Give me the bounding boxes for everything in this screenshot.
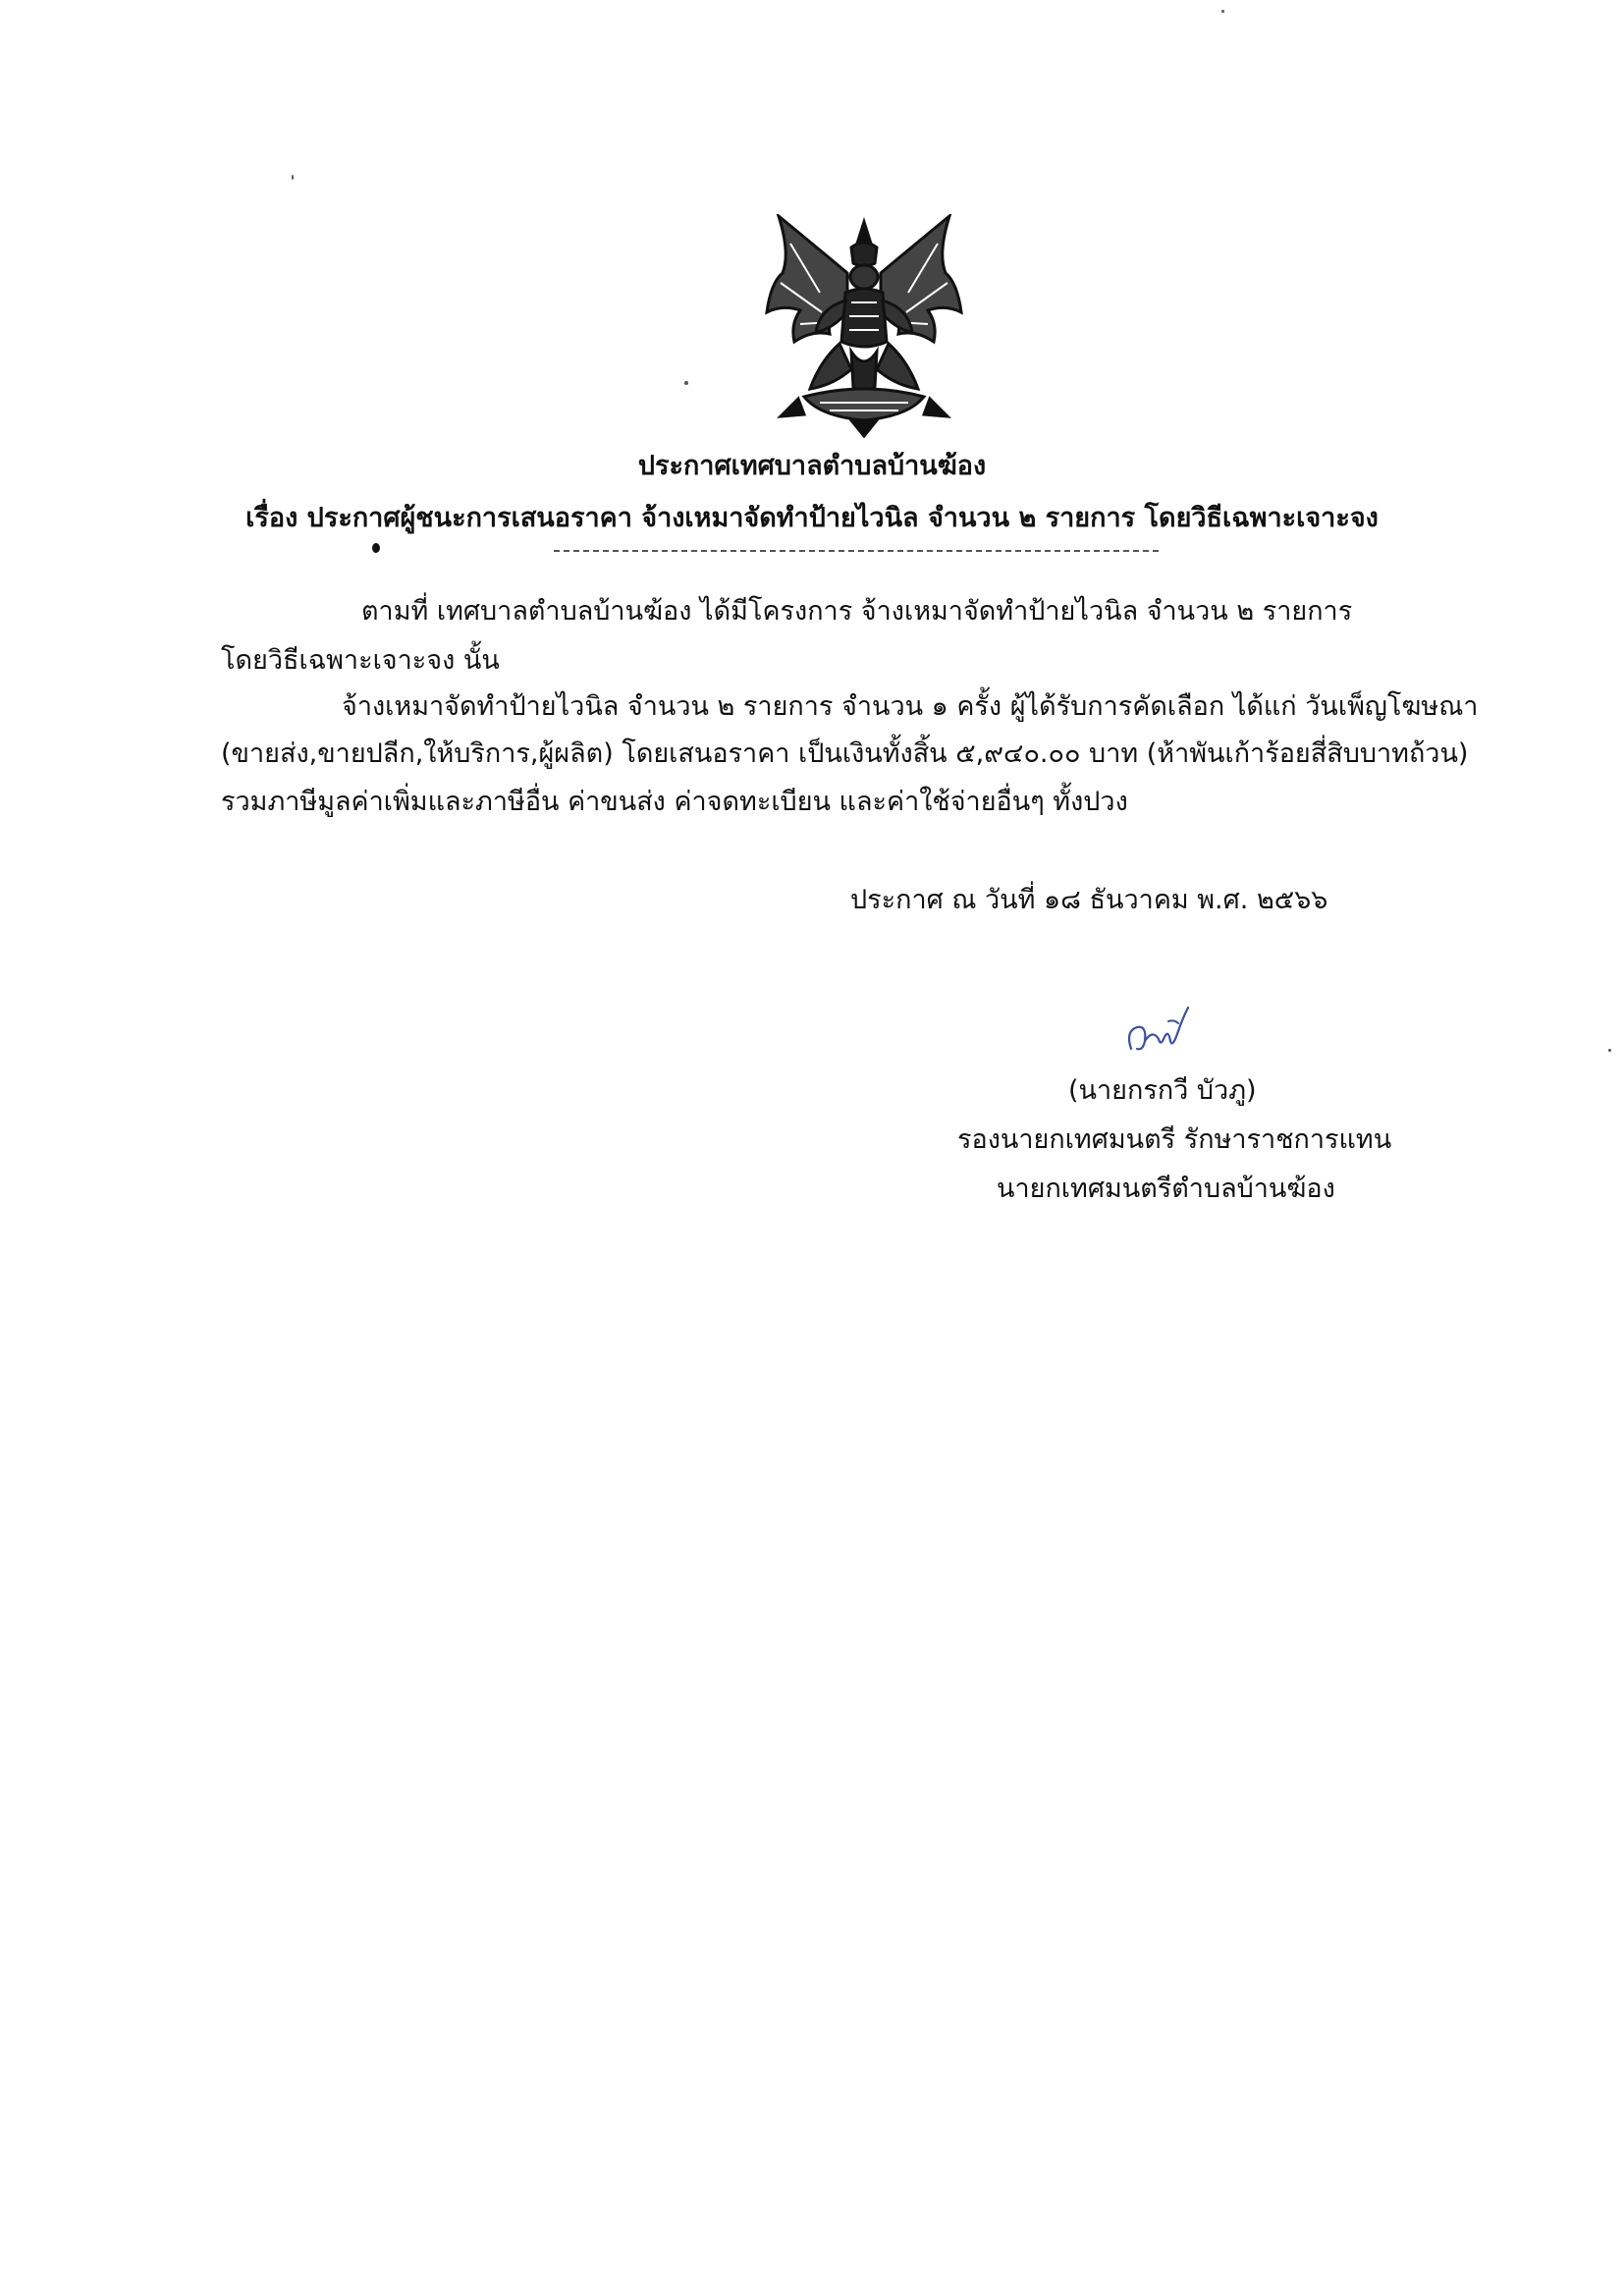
title-divider: [554, 550, 1159, 552]
margin-mark: [372, 543, 380, 553]
body-line: ตามที่ เทศบาลตำบลบ้านฆ้อง ได้มีโครงการ จ้างเหมาจัดทำป้ายไวนิล จำนวน ๒ รายการ: [361, 596, 1353, 627]
body-line: โดยวิธีเฉพาะเจาะจง นั้น: [221, 645, 500, 676]
garuda-emblem-icon: [761, 214, 967, 438]
announcement-subject: เรื่อง ประกาศผู้ชนะการเสนอราคา จ้างเหมาจัดทำป้ายไวนิล จำนวน ๒ รายการ โดยวิธีเฉพาะเจาะจง: [245, 503, 1379, 533]
handwritten-signature: [1119, 1002, 1198, 1061]
scan-speck: [1221, 10, 1224, 13]
body-line: (ขายส่ง,ขายปลีก,ให้บริการ,ผู้ผลิต) โดยเสนอราคา เป็นเงินทั้งสิ้น ๕,๙๔๐.๐๐ บาท (ห้าพันเก้าร้อยสี่สิบบาทถ้วน): [221, 738, 1469, 769]
signatory-name: (นายกรกวี บัวภู): [1068, 1075, 1257, 1106]
scan-speck: [684, 381, 688, 385]
announcement-date: ประกาศ ณ วันที่ ๑๘ ธันวาคม พ.ศ. ๒๕๖๖: [850, 885, 1328, 915]
signatory-position: นายกเทศมนตรีตำบลบ้านฆ้อง: [997, 1174, 1335, 1204]
body-line: รวมภาษีมูลค่าเพิ่มและภาษีอื่น ค่าขนส่ง ค่าจดทะเบียน และค่าใช้จ่ายอื่นๆ ทั้งปวง: [221, 787, 1128, 817]
signatory-position: รองนายกเทศมนตรี รักษาราชการแทน: [957, 1124, 1392, 1155]
body-line: จ้างเหมาจัดทำป้ายไวนิล จำนวน ๒ รายการ จำนวน ๑ ครั้ง ผู้ได้รับการคัดเลือก ได้แก่ วันเพ็ญโฆษณา: [342, 691, 1479, 722]
scan-speck: [1608, 1049, 1611, 1052]
scan-speck: [292, 175, 294, 180]
announcement-title: ประกาศเทศบาลตำบลบ้านฆ้อง: [637, 451, 987, 481]
